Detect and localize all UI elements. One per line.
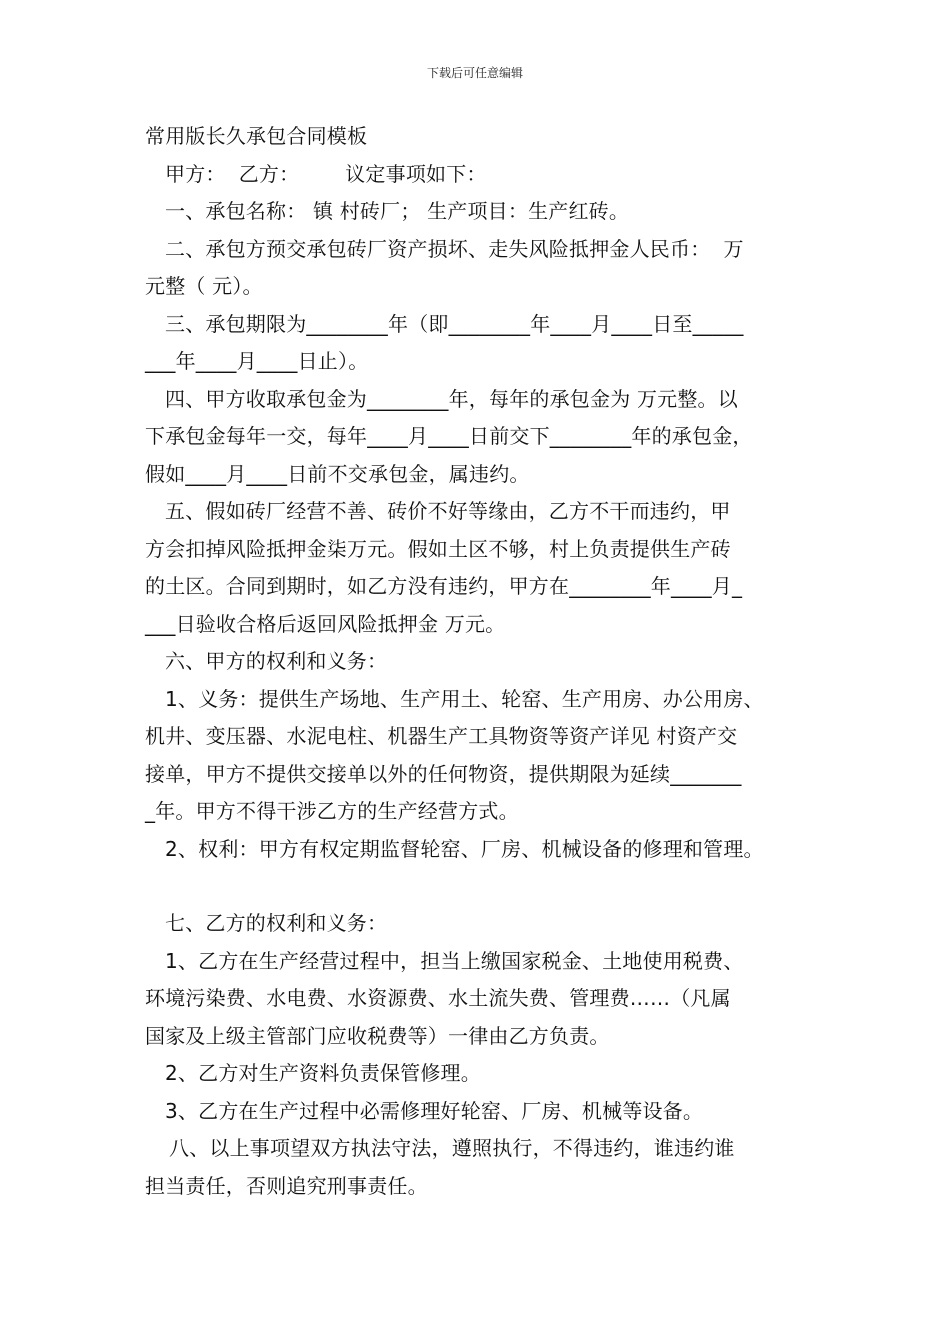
clause-3-line-1: 三、承包期限为________年（即________年____月____日至_____ [165, 312, 744, 336]
clause-7-1-line-2: 环境污染费、水电费、水资源费、水土流失费、管理费……（凡属 [145, 986, 731, 1010]
clause-4-line-2: 下承包金每年一交，每年____月____日前交下________年的承包金， [145, 424, 753, 448]
clause-6-1-line-1: 1、义务：提供生产场地、生产用土、轮窑、生产用房、办公用房、 [165, 687, 764, 711]
clause-5-line-3: 的土区。合同到期时，如乙方没有违约，甲方在________年____月_ [145, 574, 743, 598]
clause-6-1-line-2: 机井、变压器、水泥电柱、机器生产工具物资等资产详见 村资产交 [145, 724, 738, 748]
clause-3-line-2: ___年____月____日止）。 [145, 349, 369, 373]
clause-8-line-2: 担当责任，否则追究刑事责任。 [145, 1174, 428, 1198]
clause-5-line-4: ___日验收合格后返回风险抵押金 万元。 [145, 612, 506, 636]
clause-4-line-1: 四、甲方收取承包金为________年，每年的承包金为 万元整。以 [165, 387, 738, 411]
clause-2-line-2: 元整（ 元）。 [145, 274, 263, 298]
clause-7-3: 3、乙方在生产过程中必需修理好轮窑、厂房、机械等设备。 [165, 1099, 704, 1123]
clause-2-line-1: 二、承包方预交承包砖厂资产损坏、走失风险抵押金人民币： 万 [165, 237, 744, 261]
clause-8-line-1: 八、以上事项望双方执法守法，遵照执行，不得违约，谁违约谁 [169, 1136, 735, 1160]
clause-4-line-3: 假如____月____日前不交承包金，属违约。 [145, 462, 530, 486]
clause-5-line-2: 方会扣掉风险抵押金柒万元。假如土区不够，村上负责提供生产砖 [145, 537, 731, 561]
document-title: 常用版长久承包合同模板 [145, 124, 368, 148]
clause-6-heading: 六、甲方的权利和义务： [165, 649, 388, 673]
clause-1: 一、承包名称： 镇 村砖厂； 生产项目：生产红砖。 [165, 199, 630, 223]
parties-line: 甲方： 乙方： 议定事项如下： [165, 162, 487, 186]
clause-6-1-line-4: _年。甲方不得干涉乙方的生产经营方式。 [145, 799, 519, 823]
page-header-note: 下载后可任意编辑 [426, 66, 523, 80]
clause-6-2: 2、权利：甲方有权定期监督轮窑、厂房、机械设备的修理和管理。 [165, 837, 764, 861]
clause-7-2: 2、乙方对生产资料负责保管修理。 [165, 1061, 481, 1085]
clause-5-line-1: 五、假如砖厂经营不善、砖价不好等缘由，乙方不干而违约，甲 [165, 499, 731, 523]
clause-7-1-line-3: 国家及上级主管部门应收税费等）一律由乙方负责。 [145, 1024, 610, 1048]
clause-6-1-line-3: 接单，甲方不提供交接单以外的任何物资，提供期限为延续_______ [145, 762, 742, 786]
clause-7-heading: 七、乙方的权利和义务： [165, 911, 388, 935]
clause-7-1-line-1: 1、乙方在生产经营过程中，担当上缴国家税金、土地使用税费、 [165, 949, 744, 973]
